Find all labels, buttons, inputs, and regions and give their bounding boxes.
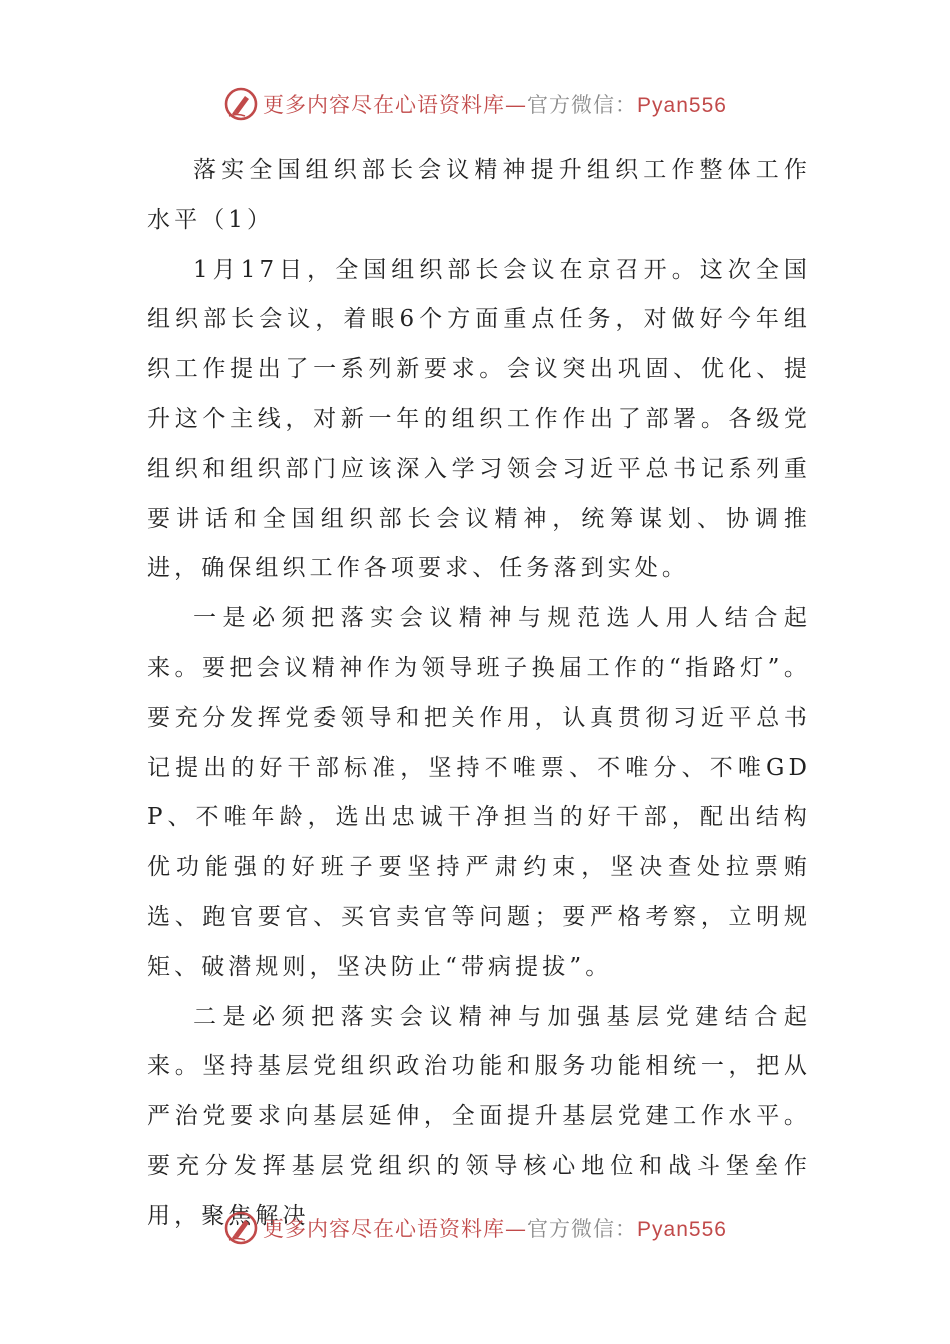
watermark-site-text: 更多内容尽在心语资料库— [263, 1217, 528, 1241]
header-watermark-banner [0, 84, 950, 124]
document-body [147, 146, 811, 1242]
document-title: 落实全国组织部长会议精神提升组织工作整体工作水平（1） [147, 157, 811, 233]
watermark-wechat-label: 官方微信： [527, 93, 638, 117]
pen-logo-icon [223, 1210, 259, 1246]
watermark-wechat-id: Pyan556 [637, 1218, 727, 1241]
watermark-wechat-label: 官方微信： [527, 1217, 638, 1241]
paragraph-point-one: 一是必须把落实会议精神与规范选人用人结合起来。要把会议精神作为领导班子换届工作的“指路灯”。要充分发挥党委领导和把关作用，认真贯彻习近平总书记提出的好干部标准，坚持不唯票、不唯分、不唯GDP、不唯年龄，选出忠诚干净担当的好干部，配出结构优功能强的好班子要坚持严肃约束，坚决查处拉票贿选、跑官要官、买官卖官等问题；要严格考察，立明规矩、破潜规则，坚决防止“带病提拔”。 [147, 605, 811, 980]
paragraph-point-two: 二是必须把落实会议精神与加强基层党建结合起来。坚持基层党组织政治功能和服务功能相统一，把从严治党要求向基层延伸，全面提升基层党建工作水平。要充分发挥基层党组织的领导核心地位和战斗堡垒作用，聚焦解决 [147, 1003, 811, 1229]
paragraph-intro: 1月17日，全国组织部长会议在京召开。这次全国组织部长会议，着眼6个方面重点任务，对做好今年组织工作提出了一系列新要求。会议突出巩固、优化、提升这个主线，对新一年的组织工作作出了部署。各级党组织和组织部门应该深入学习领会习近平总书记系列重要讲话和全国组织部长会议精神，统筹谋划、协调推进，确保组织工作各项要求、任务落到实处。 [147, 256, 811, 582]
pen-logo-icon [223, 86, 259, 122]
watermark-text [263, 1213, 727, 1243]
watermark-text [263, 89, 727, 119]
watermark-wechat-id: Pyan556 [637, 94, 727, 117]
watermark-site-text: 更多内容尽在心语资料库— [263, 93, 528, 117]
footer-watermark-banner [0, 1208, 950, 1248]
